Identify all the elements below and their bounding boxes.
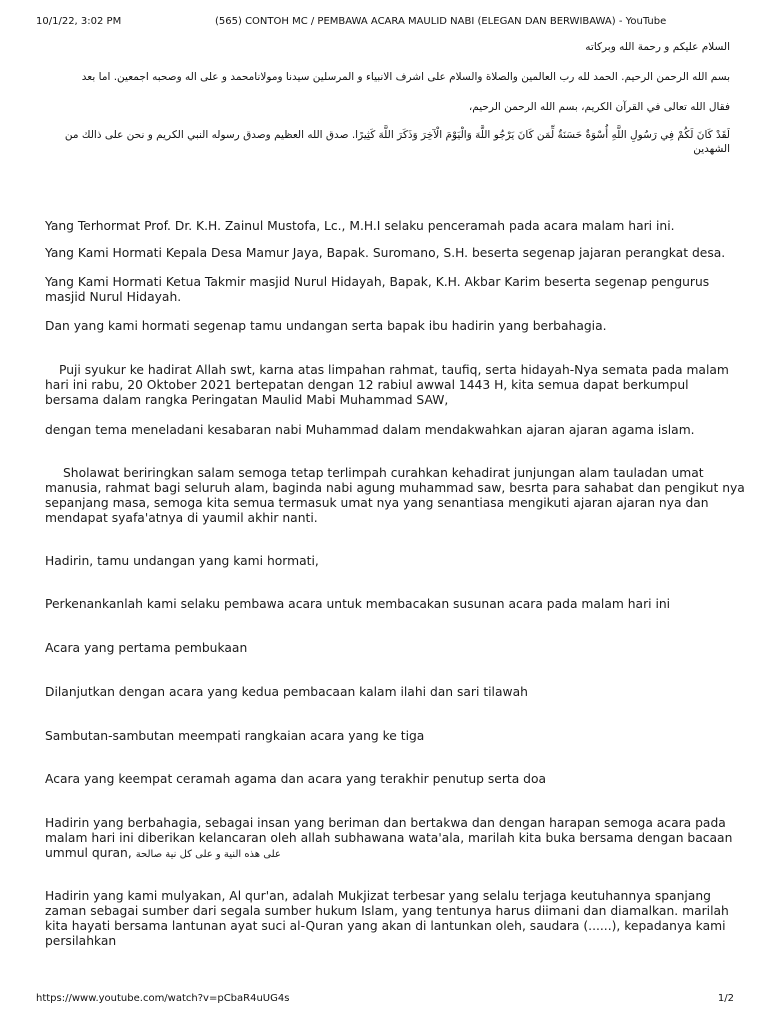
arabic-niat: على هذه النية و على كل نية صالحة: [135, 849, 281, 860]
arabic-basmalah-hamdalah: بسم الله الرحمن الرحيم. الحمد لله رب العالمين والصلاة والسلام على اشرف الانبياء و المرسلين سيدنا ومولانامحمد و على اله وصحبه اجمعين. اما بعد: [81, 71, 730, 83]
paragraph-honorific-2: Yang Kami Hormati Kepala Desa Mamur Jaya, Bapak. Suromano, S.H. beserta segenap jajaran perangkat desa.: [45, 246, 726, 260]
paragraph-honorific-3: Yang Kami Hormati Ketua Takmir masjid Nurul Hidayah, Bapak, K.H. Akbar Karim beserta segenap pengurus masjid Nurul Hidayah.: [45, 275, 710, 304]
footer-url[interactable]: https://www.youtube.com/watch?v=pCbaR4uUG4s: [36, 993, 290, 1004]
paragraph-ummul-quran: [45, 816, 745, 862]
paragraph-hadirin: Hadirin, tamu undangan yang kami hormati,: [45, 554, 319, 568]
footer-page-number: 1/2: [717, 993, 734, 1004]
paragraph-al-quran: Hadirin yang kami mulyakan, Al qur'an, adalah Mukjizat terbesar yang selalu terjaga keutuhannya spanjang zaman sebagai sumber dari segala sumber hukum Islam, yang tentunya harus diimani dan diamalkan. marilah kita hayati bersama lantunan ayat suci al-Quran yang akan di lantunkan oleh, saudara (......), kepadanya kami persilahkan: [45, 889, 729, 948]
agenda-item-kalam-ilahi: Dilanjutkan dengan acara yang kedua pembacaan kalam ilahi dan sari tilawah: [45, 685, 528, 699]
arabic-salam: السلام عليكم و رحمة الله وبركاته: [585, 41, 730, 53]
paragraph-honorific-4: Dan yang kami hormati segenap tamu undangan serta bapak ibu hadirin yang berbahagia.: [45, 319, 607, 333]
paragraph-honorific-1: Yang Terhormat Prof. Dr. K.H. Zainul Mustofa, Lc., M.H.I selaku penceramah pada acara malam hari ini.: [45, 219, 675, 233]
paragraph-ummul-quran-text: Hadirin yang berbahagia, sebagai insan yang beriman dan bertakwa dan dengan harapan semoga acara pada malam hari ini diberikan kelancaran oleh allah subhawana wata'ala, marilah kita buka bersama dengan bacaan ummul quran,: [45, 816, 733, 860]
print-datetime: 10/1/22, 3:02 PM: [36, 16, 122, 27]
arabic-qaul: فقال الله تعالى في القرآن الكريم، بسم الله الرحمن الرحيم،: [468, 101, 730, 113]
page-title: (565) CONTOH MC / PEMBAWA ACARA MAULID NABI (ELEGAN DAN BERWIBAWA) - YouTube: [215, 16, 667, 27]
paragraph-puji-syukur: Puji syukur ke hadirat Allah swt, karna atas limpahan rahmat, taufiq, serta hidayah-Nya semata pada malam hari ini rabu, 20 Oktober 2021 bertepatan dengan 12 rabiul awwal 1443 H, kita semua dapat berkumpul bersama dalam rangka Peringatan Maulid Mabi Muhammad SAW,: [45, 363, 729, 407]
arabic-ayat: لَقَدْ كَانَ لَكُمْ فِي رَسُولِ اللَّهِ أُسْوَةٌ حَسَنَةٌ لِّمَن كَانَ يَرْجُو اللَّهَ وَالْيَوْمَ الْآخِرَ وَذَكَرَ اللَّهَ كَثِيرًا. صدق الله العظيم وصدق رسوله النبي الكريم و نحن على ذالك من الشهدين: [64, 129, 730, 155]
paragraph-sholawat: Sholawat beriringkan salam semoga tetap terlimpah curahkan kehadirat junjungan alam tauladan umat manusia, rahmat bagi seluruh alam, baginda nabi agung muhammad saw, besrta para sahabat dan pengikut nya sepanjang masa, semoga kita semua termasuk umat nya yang senantiasa mengikuti ajaran ajaran nya dan mendapat syafa'atnya di yaumil akhir nanti.: [45, 466, 745, 525]
agenda-item-ceramah-penutup: Acara yang keempat ceramah agama dan acara yang terakhir penutup serta doa: [45, 772, 547, 786]
paragraph-tema: dengan tema meneladani kesabaran nabi Muhammad dalam mendakwahkan ajaran ajaran agama islam.: [45, 423, 695, 437]
paragraph-susunan-acara: Perkenankanlah kami selaku pembawa acara untuk membacakan susunan acara pada malam hari ini: [45, 597, 671, 611]
agenda-item-pembukaan: Acara yang pertama pembukaan: [45, 641, 248, 655]
agenda-item-sambutan: Sambutan-sambutan meempati rangkaian acara yang ke tiga: [45, 729, 425, 743]
